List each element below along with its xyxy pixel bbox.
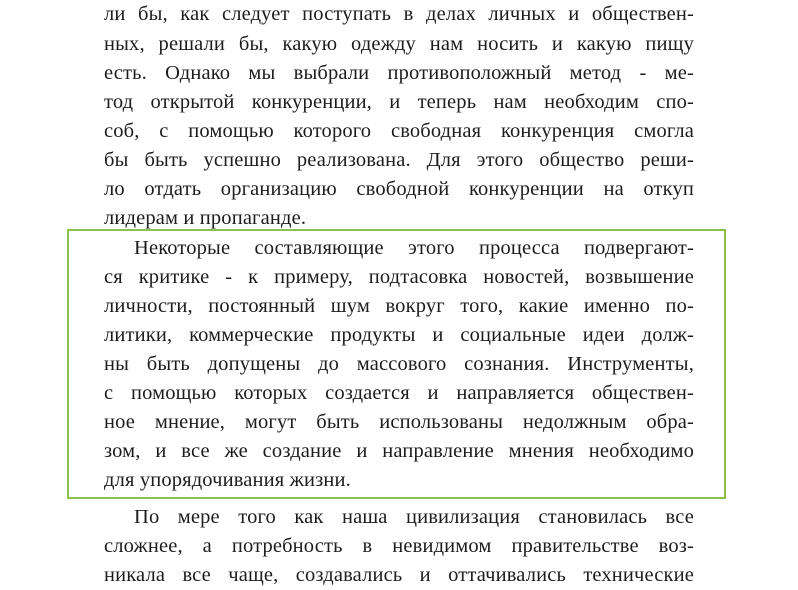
text-line: ли бы, как следует поступать в делах личных и обществен- [104, 3, 694, 25]
text-line: соб, с помощью которого свободная конкуренция смогла [104, 120, 694, 142]
text-line: никала все чаще, создавались и оттачивались технические [104, 564, 694, 586]
text-line: тод открытой конкуренции, и теперь нам необходим спо- [104, 91, 694, 113]
text-line: бы быть успешно реализована. Для этого общество реши- [104, 149, 694, 171]
text-line: личности, постоянный шум вокруг того, какие именно по- [104, 295, 694, 317]
text-line: ных, решали бы, какую одежду нам носить и какую пищу [104, 33, 694, 55]
text-line: ло отдать организацию свободной конкуренции на откуп [104, 178, 694, 200]
text-line: ное мнение, могут быть использованы недолжным обра- [104, 411, 694, 433]
text-line: ны быть допущены до массового сознания. Инструменты, [104, 353, 694, 375]
text-line: литики, коммерческие продукты и социальные идеи долж- [104, 324, 694, 346]
text-line: для упорядочивания жизни. [104, 469, 351, 491]
text-line: лидерам и пропаганде. [104, 207, 307, 229]
text-line: зом, и все же создание и направление мнения необходимо [104, 440, 694, 462]
text-line: По мере того как наша цивилизация становилась все [134, 506, 694, 528]
text-line: есть. Однако мы выбрали противоположный метод - ме- [104, 62, 694, 84]
text-line: Некоторые составляющие этого процесса подвергают- [134, 237, 694, 259]
text-line: ся критике - к примеру, подтасовка новостей, возвышение [104, 266, 694, 288]
text-line: сложнее, а потребность в невидимом правительстве воз- [104, 535, 694, 557]
text-line: с помощью которых создается и направляется обществен- [104, 382, 694, 404]
